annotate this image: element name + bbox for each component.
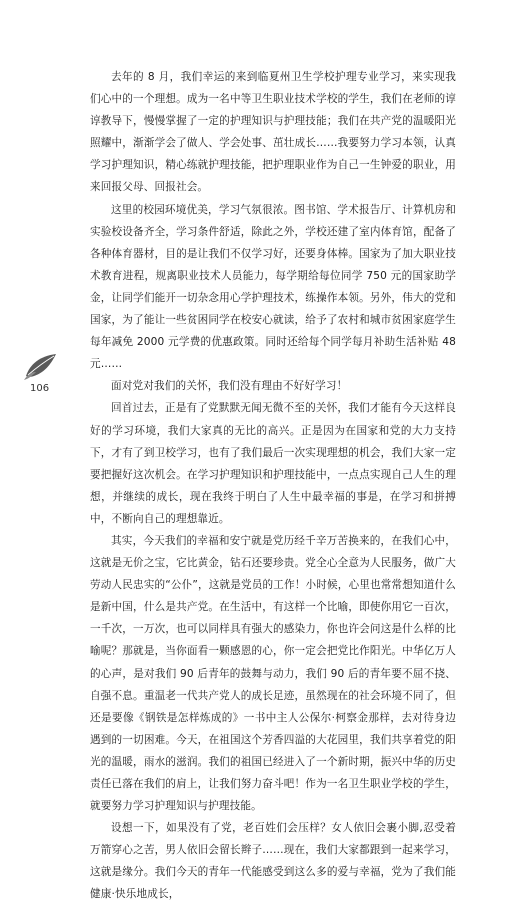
paragraph: 其实，今天我们的幸福和安宁就是党历经千辛万苦换来的，在我们心中，这就是无价之宝，它比黄金，钻石还要珍贵。党全心全意为人民服务，做广大劳动人民忠实的“公仆”，这就是党员的工作！小时候，心里也常常想知道什么是新中国，什么是共产党。在生活中，有这样一个比喻，即使你用它一百次，一千次，一万次，也可以同样具有强大的感染力，你也许会问这是什么样的比喻呢？那就是，当你面看一颗感恩的心，你一定会把党比作阳光。中华亿万人的心声，是对我们 90 后青年的鼓舞与动力，我们 90 后的青年要不屈不挠、自强不息。重温老一代共产党人的成长足迹，虽然现在的社会环境不同了，但还是要像《钢铁是怎样炼成的》一书中主人公保尔·柯察金那样，去对待身边遇到的一切困难。今天，在祖国这个芳香四溢的大花园里，我们共享着党的阳光的温暖，雨水的滋润。我们的祖国已经进入了一个新时期，振兴中华的历史责任已落在我们的肩上，让我们努力奋斗吧！作为一名卫生职业学校的学生，就要努力学习护理知识与护理技能。 bbox=[90, 534, 456, 813]
leaf-icon bbox=[22, 350, 62, 384]
paragraph: 回首过去，正是有了党默默无闻无微不至的关怀，我们才能有今天这样良好的学习环境，我们大家真的无比的高兴。正是因为在国家和党的大力支持下，才有了到卫校学习，也有了我们最后一次实现理想的机会，我们大家一定要把握好这次机会。在学习护理知识和护理技能中，一点点实现自己人生的理想，并继续的成长，现在我终于明白了人生中最幸福的事是，在学习和拼搏中，不断向自己的理想靠近。 bbox=[90, 402, 456, 525]
page-number-marker bbox=[22, 350, 62, 400]
paragraph: 设想一下，如果没有了党，老百姓们会压样？女人依旧会裹小脚,忍受着万箭穿心之苦，男人依旧会留长辫子……现在，我们大家都跟到一起来学习，这就是缘分。我们今天的青年一代能感受到这么多的爱与幸福，党为了我们能健康·快乐地成长， bbox=[90, 822, 456, 901]
paragraph: 去年的 8 月，我们幸运的来到临夏州卫生学校护理专业学习，来实现我们心中的一个理想。成为一名中等卫生职业技术学校的学生，我们在老师的谆谆教导下，慢慢掌握了一定的护理知识与护理技能；我们在共产党的温暖阳光照耀中，渐渐学会了做人、学会处事、茁壮成长……我要努力学习本领，认真学习护理知识，精心练就护理技能，把护理职业作为自己一生钟爱的职业，用来回报父母、回报社会。 bbox=[90, 71, 456, 194]
body-text bbox=[90, 66, 456, 906]
paragraph: 这里的校园环境优美，学习气氛很浓。图书馆、学术报告厅、计算机房和实验校设备齐全，学习条件舒适，除此之外，学校还建了室内体育馆，配备了各种体育器材，目的是让我们不仅学习好，还要身体棒。国家为了加大职业技术教育进程，规离职业技术人员能力，每学期给每位同学 750 元的国家助学金，让同学们能开一切杂念用心学护理技术，练操作本领。另外，伟大的党和国家，为了能让一些贫困同学在校安心就读，给予了农村和城市贫困家庭学生每年减免 2000 元学费的优惠政策。同时还给每个同学每月补助生活补贴 48 元…… bbox=[90, 203, 456, 371]
paragraph: 面对党对我们的关怀，我们没有理由不好好学习！ bbox=[111, 380, 348, 393]
page-number: 106 bbox=[30, 383, 50, 394]
